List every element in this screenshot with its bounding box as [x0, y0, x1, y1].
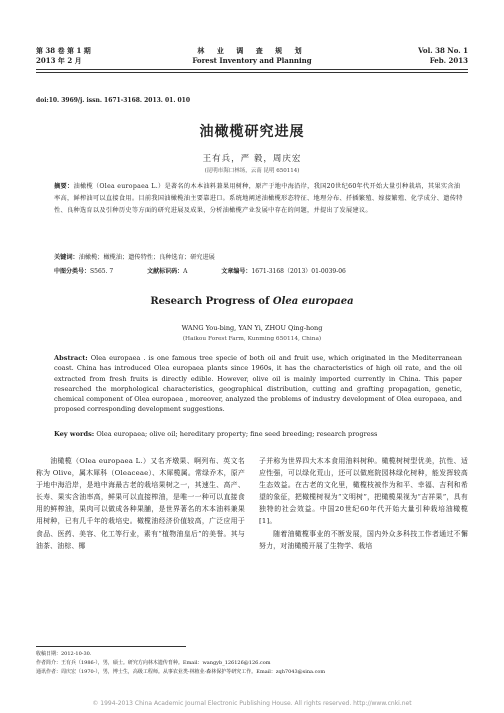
footnote-received: 收稿日期：2012-10-30. — [36, 651, 92, 657]
abstract-en — [54, 353, 462, 415]
article-title-en — [0, 296, 504, 307]
date-cn: 2013 年 2 月 — [36, 56, 82, 65]
keywords-cn-text: 油橄榄；橄榄油；遗传特性；良种选育；研究进展 — [78, 254, 215, 261]
journal-name-en: Forest Inventory and Planning — [192, 56, 312, 65]
document-code-label: 文献标识码： — [147, 268, 184, 275]
keywords-cn-label: 关键词： — [54, 254, 79, 261]
issue-cn: 第 38 卷 第 1 期 — [36, 46, 91, 55]
doi: doi:10. 3969/j. issn. 1671-3168. 2013. 01. 010 — [36, 97, 191, 104]
body-paragraph-2: 随着油橄榄事业的不断发展，国内外众多科技工作者通过不懈努力，对油橄榄开展了生物学、栽培 — [259, 529, 468, 550]
footnote-rule — [36, 646, 186, 647]
abstract-cn-text: 油橄榄（Olea europaea L.）是著名的木本油料兼果用树种，原产于地中海沿岸，我国20世纪60年代开始大量引种栽培，其果实含油率高，鲜榨油可以直接食用。目前我国油橄榄油主要靠进口。系统地阐述油橄榄形态特征、地理分布、扦插繁殖、嫁接繁殖、化学成分、遗传特性、良种选育以及引种历史等方面的研究进展及成果，分析油橄榄产业发展中存在的问题，并提出了发展建议。 — [54, 183, 463, 214]
volume-en: Vol. 38 No. 1 — [418, 46, 468, 55]
title-en-species: Olea europaea — [272, 296, 354, 307]
body-paragraph-1: 油橄榄（Olea europaea L.）又名齐墩果、啊列布、英文名称为 Olive，属木犀科（Oleaceae）、木犀榄属。常绿乔木，原产于地中海沿岸，是地中海最古老的栽培果树之一，其速生、高产、长寿、果实含油率高，鲜果可以直接榨油，是唯一一种可以直接食用的鲜榨油，果肉可以做成各种果脯，是世界著名的木本油料兼果用树种，已有几千年的栽培史。橄榄油经济价值较高，广泛应用于食品、医药、美容、化工等行业，素有“植物油皇后”的美誉。其与油茶、油棕、椰 — [36, 457, 245, 550]
article-number-label: 文章编号： — [221, 268, 252, 275]
title-en-prefix: Research Progress of — [150, 296, 270, 307]
abstract-en-label: Abstract: — [54, 354, 88, 362]
document-code — [147, 268, 203, 275]
document-code-value: A — [183, 268, 188, 275]
authors-en: WANG You-bing, YAN Yi, ZHOU Qing-hong — [181, 324, 323, 332]
date-en: Feb. 2013 — [429, 56, 468, 65]
body-column-left — [36, 455, 245, 552]
copyright-footer: © 1994-2013 China Academic Journal Electronic Publishing House. All rights reserved. http://www.cnki.net — [92, 700, 412, 707]
footnote-corresponding: 通讯作者：周庆宏（1970-），男，博士生，高级工程师。从事农业类-林植业-森林保护等研究工作。Email：zqh7043@sina.com — [36, 669, 326, 675]
journal-name-cn: 林 业 调 查 规 划 — [197, 46, 307, 55]
article-title-cn: 油橄榄研究进展 — [199, 124, 305, 140]
body-column-right — [259, 455, 468, 552]
article-number-value: 1671-3168（2013）01-0039-06 — [251, 268, 346, 275]
affiliation-cn: (昆明市海口林场，云南 昆明 650114) — [204, 168, 300, 174]
keywords-cn — [54, 252, 464, 263]
journal-issue-en — [418, 46, 468, 66]
abstract-cn — [54, 181, 464, 216]
body-paragraph-1-cont: 子并称为世界四大木本食用油料树种。橄榄树树型优美，抗性、适应性强，可以绿化荒山，还可以做庭院园林绿化树种，能发挥较高生态效益。在古老的文化里，橄榄枝被作为和平、幸福、吉利和希望的象征，把橄榄树视为“文明树”，把橄榄果视为“吉祥果”，具有独特的社会效益。中国20世纪60年代开始大量引种栽培油橄榄[1]。 — [259, 457, 468, 526]
header-rule-bottom — [36, 72, 468, 73]
clc-value: S565. 7 — [90, 268, 114, 275]
classification-line — [54, 266, 474, 275]
footnote-author: 作者简介：王有兵（1986-），男，硕士。研究方向林木遗传育种。Email：wangyb_126126@126.com — [36, 660, 271, 666]
authors-cn: 王有兵，严 毅，周庆宏 — [202, 154, 302, 164]
clc-number — [54, 268, 129, 275]
abstract-cn-label: 摘要： — [54, 183, 74, 190]
keywords-en-text: Olea europaea; olive oil; hereditary property; fine seed breeding; research progress — [96, 430, 378, 438]
clc-label: 中图分类号： — [54, 268, 91, 275]
keywords-en — [54, 429, 462, 439]
keywords-en-label: Key words: — [54, 430, 95, 438]
abstract-en-text: Olea europaea . is one famous tree specie of both oil and fruit use, which originated in the Mediterranean coast. China has introduced Olea europaea plants since 1960s, it has the characteristics of high oil rate, and the oil extracted from fresh fruits is directly edible. However, olive oil is mainly imported currently in China. This paper researched the morphological characteristics, geographical distribution, cutting and grafting propagation, genetic, chemical component of Olea europaea , moreover, analyzed the problems of industry development of Olea europaea, and proposed corresponding development suggestions. — [54, 354, 462, 414]
article-number — [221, 268, 361, 275]
affiliation-en: (Haikou Forest Farm, Kunming 650114, China) — [182, 336, 322, 342]
footnotes — [36, 650, 325, 677]
header-rule-top — [36, 69, 468, 70]
